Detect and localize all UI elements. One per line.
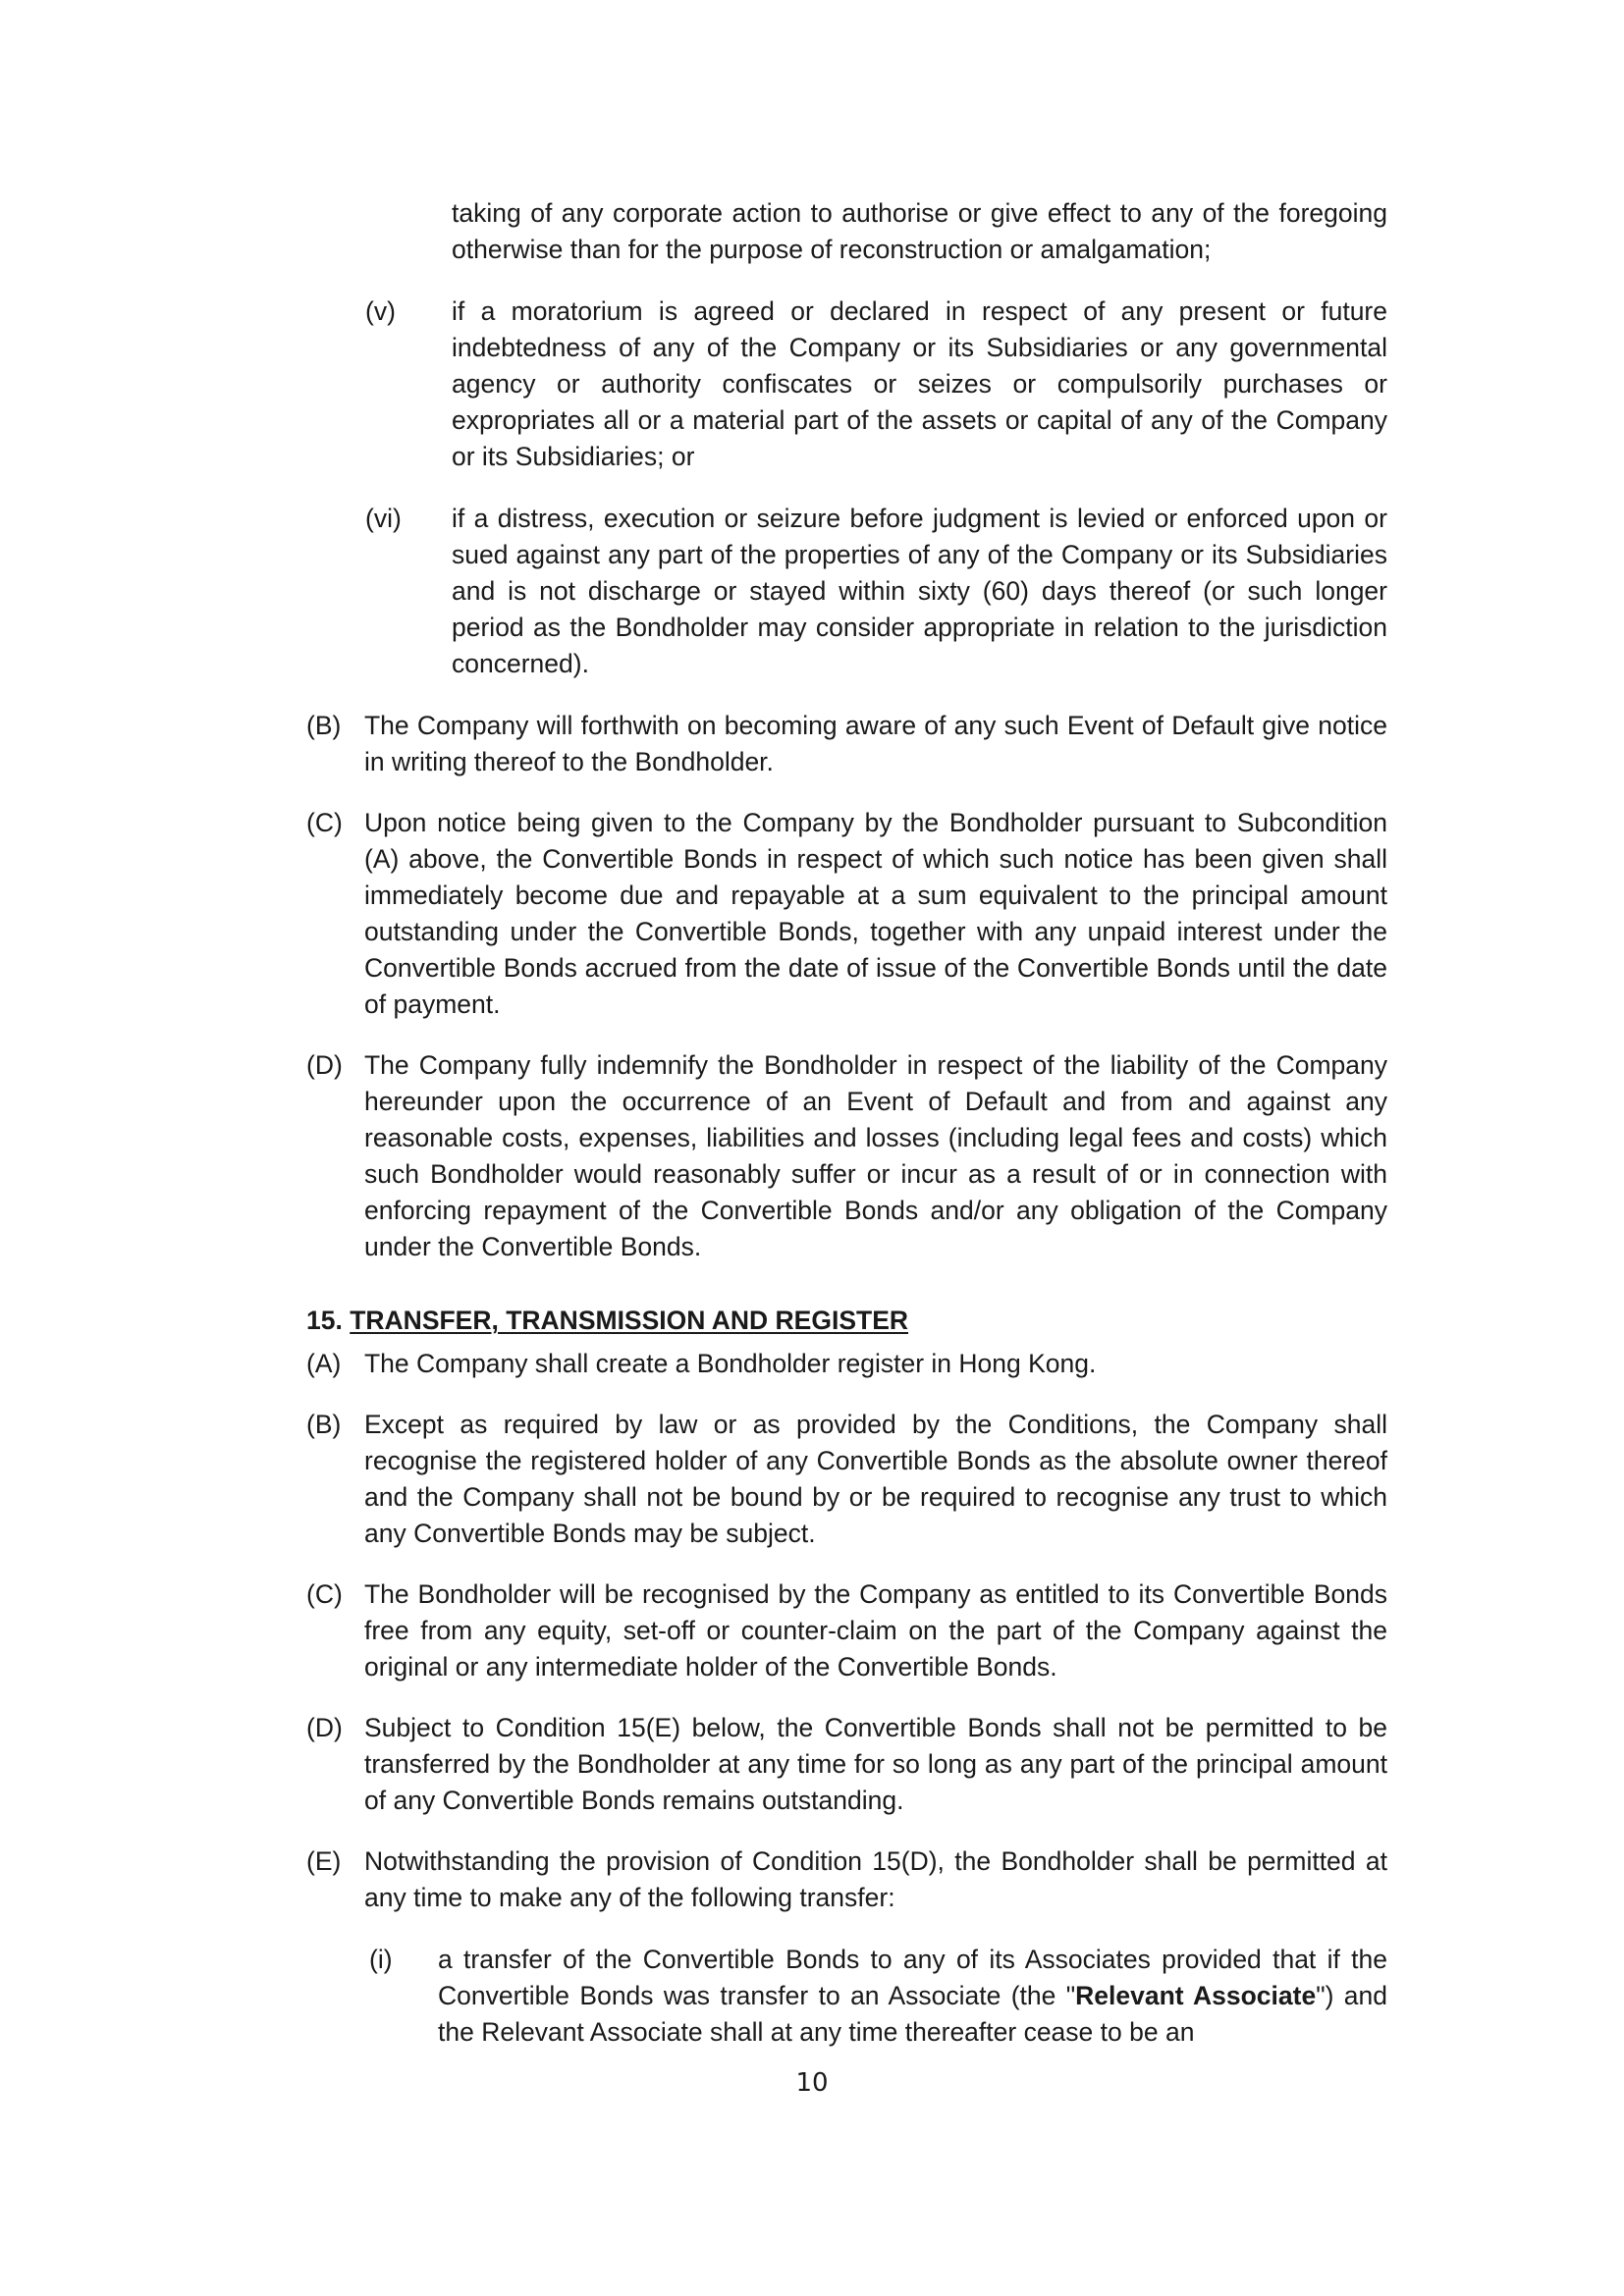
section-number: 15. (306, 1306, 343, 1335)
page-number: 10 (795, 2068, 829, 2098)
sub-item-text-after: ") and the Relevant Associate shall at any time thereafter cease to be an (438, 1981, 1388, 2047)
clause-text: Except as required by law or as provided by the Conditions, the Company shall recognise the registered holder of any Convertible Bonds as the absolute owner thereof and the Company shall not be bound by or be required to recognise any trust to which any Convertible Bonds may be subject. (364, 1410, 1387, 1548)
clause-text: Subject to Condition 15(E) below, the Convertible Bonds shall not be permitted to be transferred by the Bondholder at any time for so long as any part of the principal amount of any Convertible Bonds remains outstanding. (364, 1713, 1387, 1815)
defined-term: Relevant Associate (1075, 1981, 1317, 2010)
clause-text: The Company fully indemnify the Bondholder in respect of the liability of the Company hereunder upon the occurrence of an Event of Default and from and against any reasonable costs, expenses, liabilities and losses (including legal fees and costs) which such Bondholder would reasonably suffer or incur as a result of or in connection with enforcing repayment of the Convertible Bonds and/or any obligation of the Company under the Convertible Bonds. (364, 1050, 1387, 1261)
clause-label: (B) (306, 1410, 342, 1439)
continuation-paragraph: taking of any corporate action to authorise or give effect to any of the foregoing otherwise than for the purpose of reconstruction or amalgamation; (452, 198, 1387, 264)
sub-item-label: (i) (369, 1945, 393, 1974)
clause-label: (D) (306, 1050, 343, 1080)
clause-label: (C) (306, 808, 343, 837)
section-heading (306, 1303, 908, 1339)
clause-text: The Bondholder will be recognised by the Company as entitled to its Convertible Bonds free from any equity, set-off or counter-claim on the part of the Company against the original or any intermediate holder of the Convertible Bonds. (364, 1579, 1387, 1682)
sub-item-text: if a moratorium is agreed or declared in respect of any present or future indebtedness of any of the Company or its Subsidiaries or any governmental agency or authority confiscates or seizes or compulsorily purchases or expropriates all or a material part of the assets or capital of any of the Company or its Subsidiaries; or (452, 296, 1387, 471)
clause-text: Upon notice being given to the Company by the Bondholder pursuant to Subcondition (A) above, the Convertible Bonds in respect of which such notice has been given shall immediately become due and repayable at a sum equivalent to the principal amount outstanding under the Convertible Bonds, together with any unpaid interest under the Convertible Bonds accrued from the date of issue of the Convertible Bonds until the date of payment. (364, 808, 1387, 1019)
clause-label: (D) (306, 1713, 343, 1742)
sub-item-text: if a distress, execution or seizure before judgment is levied or enforced upon or sued against any part of the properties of any of the Company or its Subsidiaries and is not discharge or stayed within sixty (60) days thereof (or such longer period as the Bondholder may consider appropriate in relation to the jurisdiction concerned). (452, 504, 1387, 678)
sub-item-text (438, 1942, 1387, 2051)
clause-text: Notwithstanding the provision of Condition 15(D), the Bondholder shall be permitted at any time to make any of the following transfer: (364, 1846, 1387, 1912)
section-title: TRANSFER, TRANSMISSION AND REGISTER (350, 1306, 909, 1335)
clause-label: (C) (306, 1579, 343, 1609)
sub-item-label: (vi) (365, 504, 402, 533)
sub-item-label: (v) (365, 296, 396, 326)
clause-text: The Company will forthwith on becoming aware of any such Event of Default give notice in writing thereof to the Bondholder. (364, 711, 1387, 776)
clause-text: The Company shall create a Bondholder register in Hong Kong. (364, 1349, 1097, 1378)
clause-label: (A) (306, 1349, 342, 1378)
sub-item-text-before: a transfer of the Convertible Bonds to any of its Associates provided that if the Convertible Bonds was transfer to an Associate (the " (438, 1945, 1387, 2010)
clause-label: (B) (306, 711, 342, 740)
clause-label: (E) (306, 1846, 342, 1876)
